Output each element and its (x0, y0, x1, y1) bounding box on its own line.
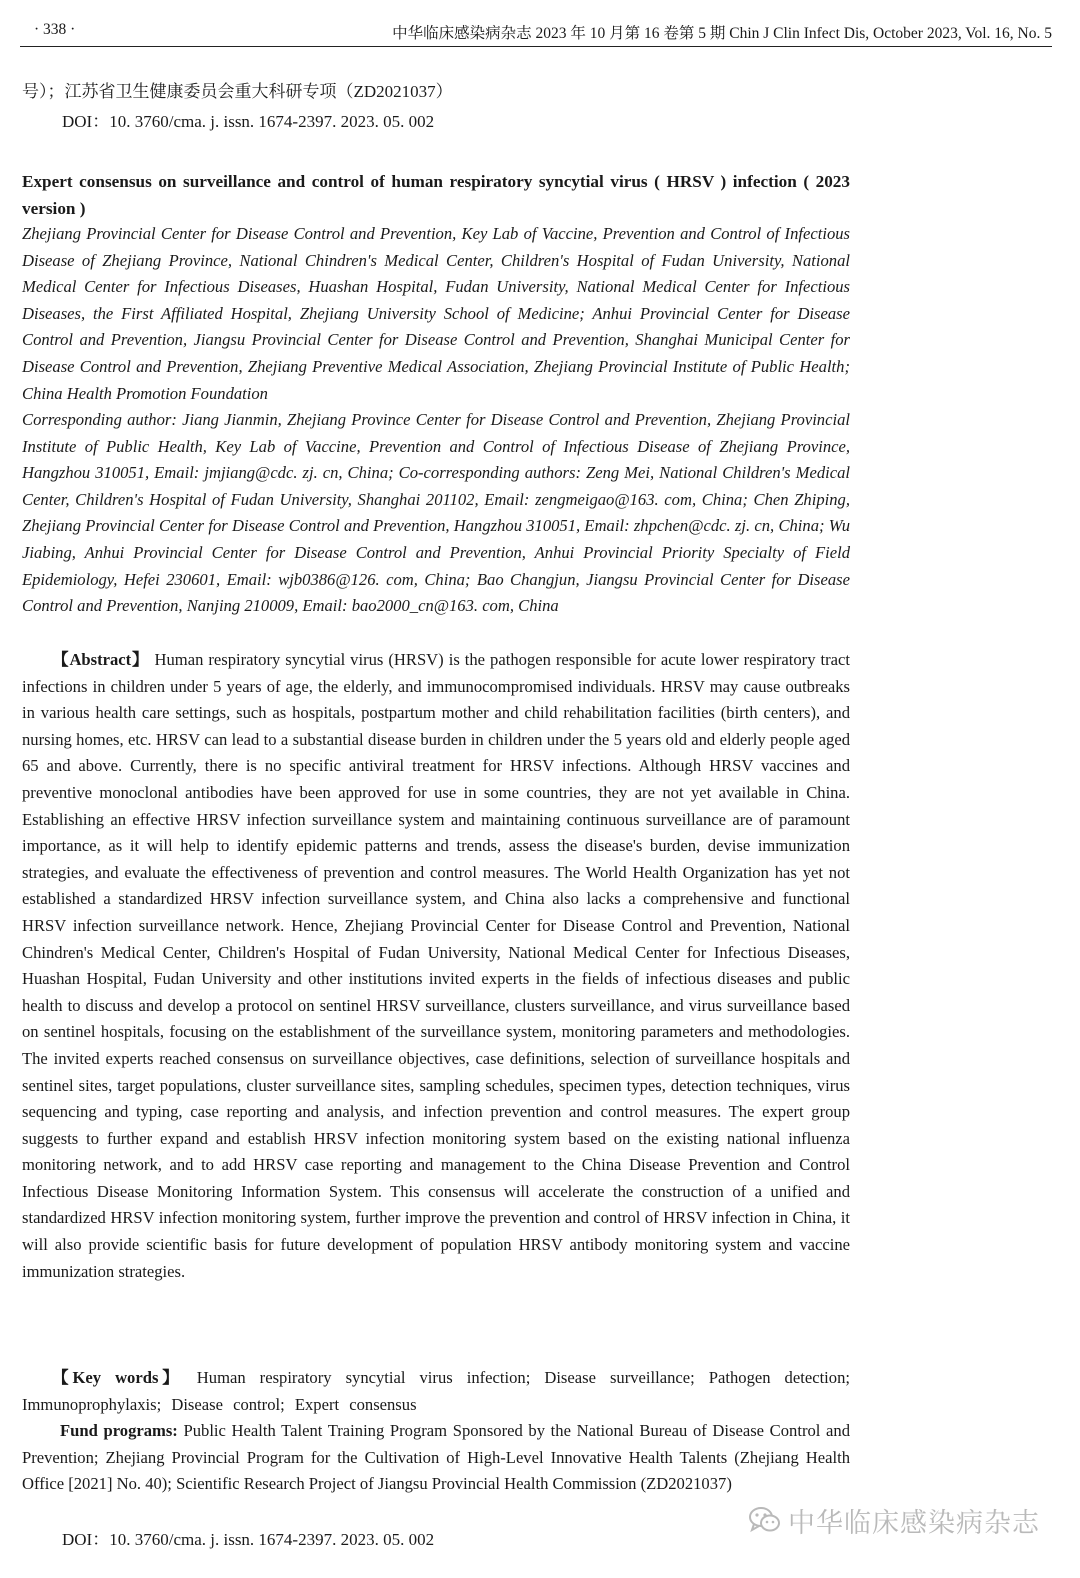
keywords-label: 【Key words】 (52, 1368, 183, 1387)
abstract (22, 647, 850, 1285)
journal-citation: 中华临床感染病杂志 2023 年 10 月第 16 卷第 5 期 Chin J Clin Infect Dis, October 2023, Vol. 16, No. 5 (392, 25, 1052, 42)
previous-article-tail (22, 77, 850, 137)
corresponding-authors: Corresponding author: Jiang Jianmin, Zhejiang Province Center for Disease Control and Prevention, Zhejiang Provincial Institute of Public Health, Key Lab of Vaccine, Prevention and Control of Infectious Disease of Zhejiang Province, Hangzhou 310051, Email: jmjiang@cdc. zj. cn, China; Co-corresponding authors: Zeng Mei, National Children's Medical Center, Children's Hospital of Fudan University, Shanghai 201102, Email: zengmeigao@163. com, China; Chen Zhiping, Zhejiang Provincial Center for Disease Control and Prevention, Hangzhou 310051, Email: zhpchen@cdc. zj. cn, China; Wu Jiabing, Anhui Provincial Center for Disease Control and Prevention, Anhui Provincial Priority Specialty of Field Epidemiology, Hefei 230601, Email: wjb0386@126. com, China; Bao Changjun, Jiangsu Provincial Center for Disease Control and Prevention, Nanjing 210009, Email: bao2000_cn@163. com, China (22, 410, 850, 616)
wechat-icon (748, 1505, 782, 1535)
abstract-body: Human respiratory syncytial virus (HRSV) is the pathogen responsible for acute lower respiratory tract infections in children under 5 years of age, the elderly, and immunocompromised individuals. HRSV may cause outbreaks in various health care settings, such as hospitals, postpartum mother and child rehabilitation facilities (birth centers), and nursing homes, etc. HRSV can lead to a substantial disease burden in children under the 5 years old and elderly people aged 65 and above. Currently, there is no specific antiviral treatment for HRSV infections. Although HRSV vaccines and preventive monoclonal antibodies have been approved for use in some countries, they are not yet available in China. Establishing an effective HRSV infection surveillance system and maintaining continuous surveillance are of paramount importance, as it will help to identify epidemic patterns and trends, assess the disease's burden, devise immunization strategies, and evaluate the effectiveness of prevention and control measures. The World Health Organization has yet not established a standardized HRSV infection surveillance system, and China also lacks a comprehensive and functional HRSV infection surveillance network. Hence, Zhejiang Provincial Center for Disease Control and Prevention, National Chindren's Medical Center, Children's Hospital of Fudan University, National Medical Center for Infectious Diseases, Huashan Hospital, Fudan University and other institutions invited experts in the fields of infectious diseases and public health to discuss and develop a protocol on sentinel HRSV surveillance, clusters surveillance, and virus surveillance based on sentinel hospitals, focusing on the establishment of the surveillance system, monitoring parameters and methodologies. The invited experts reached consensus on surveillance objectives, case definitions, selection of surveillance hospitals and sentinel sites, target populations, cluster surveillance sites, sampling schedules, specimen types, detection techniques, virus sequencing and typing, case reporting and analysis, and infection prevention and control measures. The expert group suggests to further expand and establish HRSV infection monitoring system based on the existing national influenza monitoring network, and to add HRSV case reporting and management to the China Disease Prevention and Control Infectious Disease Monitoring Information System. This consensus will accelerate the construction of a unified and standardized HRSV infection monitoring system, further improve the prevention and control of HRSV infection in China, it will also provide scientific basis for future development of population HRSV antibody monitoring system and vaccine immunization strategies. (22, 650, 850, 1281)
doi-chinese-section: DOI：10. 3760/cma. j. issn. 1674-2397. 2023. 05. 002 (62, 112, 435, 131)
keywords-body: Human respiratory syncytial virus infection; Disease surveillance; Pathogen detection; Immunoprophylaxis; Disease control; Expert consensus (22, 1368, 850, 1414)
header-rule (20, 46, 1052, 47)
fund-programs (22, 1418, 850, 1498)
doi-english-section: DOI：10. 3760/cma. j. issn. 1674-2397. 2023. 05. 002 (62, 1530, 435, 1549)
watermark-text: 中华临床感染病杂志 (788, 1507, 1040, 1539)
page-number: · 338 · (34, 21, 76, 38)
affiliations: Zhejiang Provincial Center for Disease Control and Prevention, Key Lab of Vaccine, Prevention and Control of Infectious Disease of Zhejiang Province, National Chindren's Medical Center, Children's Hospital of Fudan University, National Medical Center for Infectious Diseases, Huashan Hospital, Fudan University, National Medical Center for Infectious Diseases, the First Affiliated Hospital, Zhejiang University School of Medicine; Anhui Provincial Center for Disease Control and Prevention, Jiangsu Provincial Center for Disease Control and Prevention, Shanghai Municipal Center for Disease Control and Prevention, Zhejiang Preventive Medical Association, Zhejiang Provincial Institute of Public Health; China Health Promotion Foundation (22, 224, 850, 403)
fund-label: Fund programs: (60, 1421, 178, 1440)
fund-body: Public Health Talent Training Program Sponsored by the National Bureau of Disease Control and Prevention; Zhejiang Provincial Program for the Cultivation of High-Level Innovative Health Talents (Zhejiang Health Office [2021] No. 40); Scientific Research Project of Jiangsu Provincial Health Commission (ZD2021037) (22, 1421, 850, 1494)
chinese-fund-tail: 号）；江苏省卫生健康委员会重大科研专项（ZD2021037） (22, 82, 453, 101)
article-title: Expert consensus on surveillance and control of human respiratory syncytial virus ( HRSV ) infection ( 2023 version ) (22, 172, 850, 218)
keywords (22, 1365, 850, 1418)
journal-watermark (748, 1500, 1040, 1540)
abstract-label: 【Abstract】 (52, 650, 150, 669)
running-header (30, 18, 1052, 46)
